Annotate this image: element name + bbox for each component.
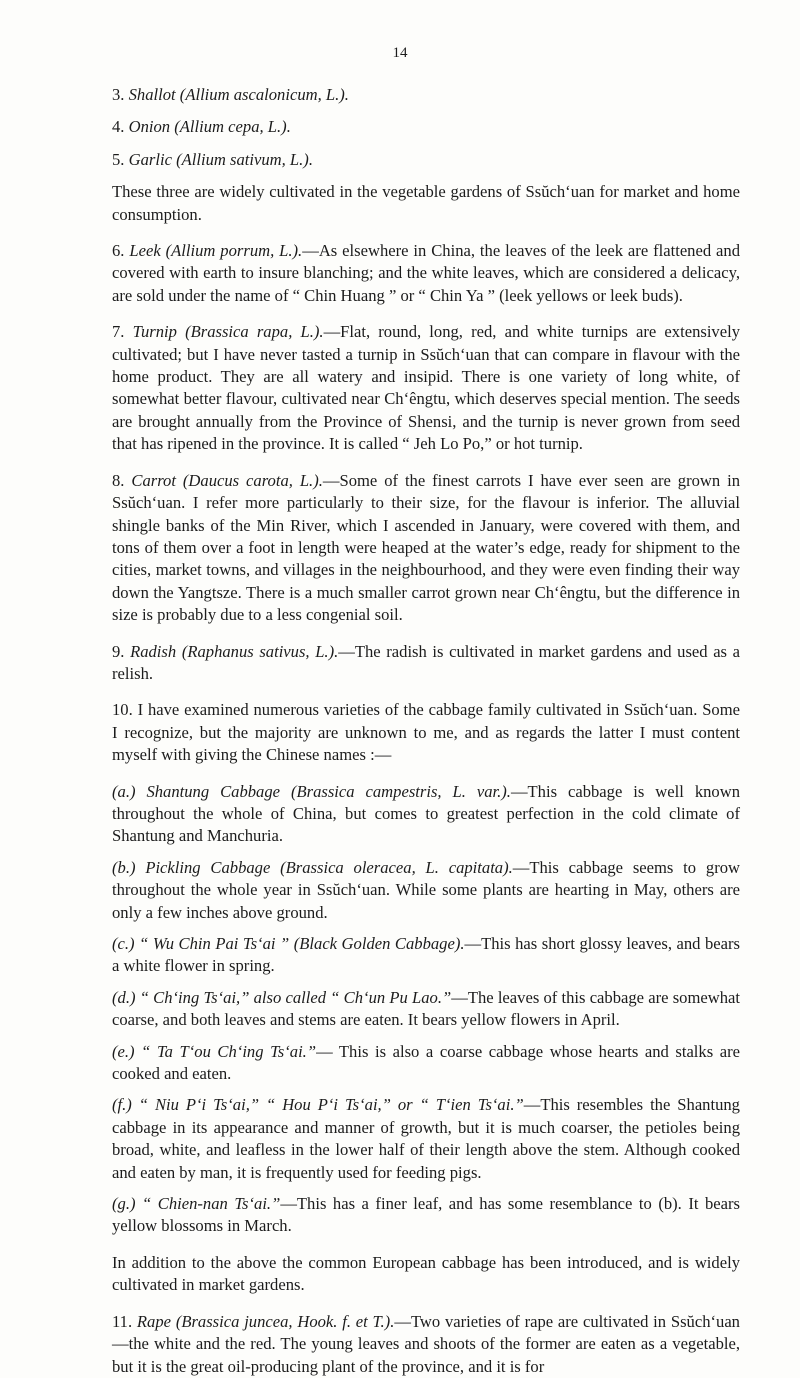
entry-onion	[112, 116, 740, 138]
entry-latin: (Brassica rapa, L.).	[185, 322, 324, 342]
entry-name: Radish	[130, 641, 177, 661]
cabbage-label: (e.)	[112, 1041, 135, 1061]
cabbage-intro: 10. I have examined numerous varieties of the cabbage family cultivated in Ssŭch‘uan. Some I recognize, but the majority are unknown to me, and as regards the latter I must content myself with giving the Chinese names :—	[112, 700, 740, 765]
cabbage-label: (c.)	[112, 934, 135, 953]
cabbage-text: —This cabbage is well known throughout the whole of China, but comes to greatest perfection in the cold climate of Shantung and Manchuria.	[112, 781, 740, 846]
cabbage-text: —This cabbage seems to grow throughout the whole year in Ssŭch‘uan. While some plants are hearting in May, others are only a few inches above ground.	[112, 857, 740, 922]
entry-name: Turnip	[132, 322, 177, 342]
entry-number: 4.	[112, 117, 125, 137]
entry-latin: (Allium sativum, L.).	[176, 149, 313, 169]
entry-latin: (Allium porrum, L.).	[165, 241, 303, 261]
cabbage-b	[112, 857, 740, 924]
cabbage-d	[112, 987, 740, 1032]
cabbage-label: (g.)	[112, 1194, 136, 1214]
cabbage-text: —The leaves of this cabbage are somewhat coarse, and both leaves and stems are eaten. It bears yellow flowers in April.	[112, 987, 740, 1030]
cabbage-name: Shantung Cabbage (Brassica campestris, L. var.).	[146, 781, 511, 801]
entry-name: Shallot	[128, 85, 176, 104]
entry-shallot	[112, 84, 740, 106]
entry-number: 9.	[112, 641, 125, 661]
cabbage-name: “ Chien-nan Ts‘ai.”	[142, 1194, 281, 1214]
entry-text: —The radish is cultivated in market gardens and used as a relish.	[112, 641, 740, 683]
page-body	[112, 84, 740, 1378]
entry-text: —Two varieties of rape are cultivated in Ssŭch‘uan—the white and the red. The young leaves and shoots of the former are eaten as a vegetable, but it is the great oil-producing plant of the province, and it is for	[112, 1311, 740, 1376]
entry-latin: (Brassica juncea, Hook. f. et T.).	[175, 1311, 395, 1331]
cabbage-name: Pickling Cabbage (Brassica oleracea, L. capitata).	[145, 857, 513, 877]
entry-latin: (Allium cepa, L.).	[174, 117, 291, 137]
cabbage-name: “ Ch‘ing Ts‘ai,” also called “ Ch‘un Pu Lao.”	[139, 987, 452, 1007]
cabbage-label: (f.)	[112, 1095, 132, 1115]
cabbage-note: In addition to the above the common European cabbage has been introduced, and is widely cultivated in market gardens.	[112, 1252, 740, 1295]
entry-name: Onion	[128, 117, 171, 137]
cabbage-c	[112, 933, 740, 978]
page-number: 14	[392, 45, 408, 61]
cabbage-text: —This has short glossy leaves, and bears a white flower in spring.	[112, 934, 740, 976]
entry-name: Garlic	[128, 149, 172, 169]
entry-turnip	[112, 321, 740, 455]
cabbage-name: “ Niu P‘i Ts‘ai,” “ Hou P‘i Ts‘ai,” or “ T‘ien Ts‘ai.”	[138, 1095, 524, 1115]
entry-name: Carrot	[131, 470, 176, 490]
entry-latin: (Allium ascalonicum, L.).	[179, 85, 349, 104]
entry-carrot	[112, 470, 740, 627]
entry-rape	[112, 1311, 740, 1378]
entry-latin: (Raphanus sativus, L.).	[181, 641, 339, 661]
cabbage-name: “ Ta T‘ou Ch‘ing Ts‘ai.”	[141, 1041, 317, 1061]
entry-number: 8.	[112, 470, 125, 490]
cabbage-name: “ Wu Chin Pai Ts‘ai ” (Black Golden Cabbage).	[139, 934, 465, 953]
entry-text: —Some of the finest carrots I have ever seen are grown in Ssŭch‘uan. I refer more particularly to their size, for the flavour is inferior. The alluvial shingle banks of the Min River, which I ascended in January, were covered with them, and tons of them over a foot in length were heaped at the water’s edge, ready for shipment to the cities, market towns, and villages in the neighbourhood, and they were even finding their way down the Yangtsze. There is a much smaller carrot grown near Ch‘êngtu, but the difference in size is probably due to a less congenial soil.	[112, 470, 740, 625]
entry-number: 7.	[112, 322, 125, 342]
entry-number: 3.	[112, 85, 125, 104]
entry-leek	[112, 240, 740, 307]
entry-radish	[112, 641, 740, 686]
entry-name: Rape	[136, 1311, 172, 1331]
entry-latin: (Daucus carota, L.).	[182, 470, 323, 490]
cabbage-e	[112, 1041, 740, 1086]
cabbage-g	[112, 1193, 740, 1238]
entry-number: 11.	[112, 1311, 133, 1331]
cabbage-label: (a.)	[112, 781, 136, 801]
cabbage-label: (b.)	[112, 857, 136, 877]
entry-text: —As elsewhere in China, the leaves of the leek are flattened and covered with earth to insure blanching; and the white leaves, which are considered a delicacy, are sold under the name of “ Chin Huang ” or “ Chin Ya ” (leek yellows or leek buds).	[112, 241, 741, 305]
entry-number: 5.	[112, 149, 125, 169]
entry-text: —Flat, round, long, red, and white turnips are extensively cultivated; but I have never tasted a turnip in Ssŭch‘uan that can compare in flavour with the home product. They are all watery and insipid. There is one variety of long white, of somewhat better flavour, cultivated near Ch‘êngtu, which deserves special mention. The seeds are brought annually from the Province of Shensi, and the turnip is never grown from seed that has ripened in the province. It is called “ Jeh Lo Po,” or hot turnip.	[112, 322, 741, 454]
cabbage-text: —This resembles the Shantung cabbage in its appearance and manner of growth, but it is much coarser, the petioles being broad, white, and leafless in the lower half of their length above the stem. Although cooked and eaten by man, it is frequently used for feeding pigs.	[112, 1095, 740, 1182]
entry-garlic	[112, 149, 740, 171]
cabbage-a	[112, 781, 740, 848]
entry-name: Leek	[129, 241, 161, 261]
cabbage-text: —This has a finer leaf, and has some resemblance to (b). It bears yellow blossoms in March.	[112, 1194, 740, 1236]
entry-number: 6.	[112, 241, 125, 261]
cabbage-f	[112, 1094, 740, 1184]
cabbage-label: (d.)	[112, 987, 136, 1007]
alliums-note: These three are widely cultivated in the vegetable gardens of Ssŭch‘uan for market and home consumption.	[112, 182, 740, 224]
cabbage-text: — This is also a coarse cabbage whose hearts and stalks are cooked and eaten.	[112, 1041, 740, 1084]
